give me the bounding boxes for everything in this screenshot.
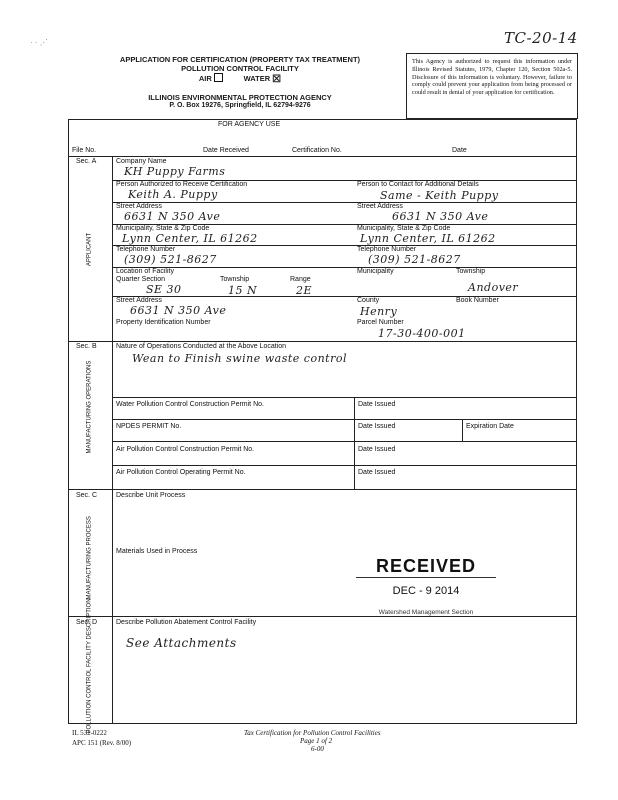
contact-city-label: Municipality, State & Zip Code — [357, 225, 451, 232]
municipality-label: Municipality — [357, 268, 394, 275]
stamp-date: DEC - 9 2014 — [392, 585, 460, 597]
auth-person-label: Person Authorized to Receive Certification — [116, 181, 248, 188]
location-label: Location of Facility — [116, 268, 174, 275]
contact-street-value[interactable]: 6631 N 350 Ave — [392, 210, 489, 223]
county-value[interactable]: Henry — [360, 305, 398, 318]
abatement-value[interactable]: See Attachments — [126, 636, 237, 650]
permit-divider — [354, 397, 355, 489]
quarter-value[interactable]: SE 30 — [146, 283, 182, 296]
date-issued-label: Date Issued — [358, 446, 396, 453]
nature-label: Nature of Operations Conducted at the Above Location — [116, 343, 287, 350]
frame-top — [68, 119, 576, 120]
township-label: Township — [220, 276, 250, 283]
street-value[interactable]: 6631 N 350 Ave — [124, 210, 221, 223]
company-name-label: Company Name — [116, 158, 167, 165]
fac-street-label: Street Address — [116, 297, 162, 304]
nature-value[interactable]: Wean to Finish swine waste control — [132, 352, 347, 365]
form-title-line1: APPLICATION FOR CERTIFICATION (PROPERTY TAX TREATMENT) — [119, 55, 361, 64]
parcel-value[interactable]: 17-30-400-001 — [378, 327, 466, 340]
phone-value[interactable]: (309) 521-8627 — [124, 253, 217, 266]
agency-use-title: FOR AGENCY USE — [218, 121, 281, 128]
company-name-value[interactable]: KH Puppy Farms — [124, 165, 226, 178]
contact-phone-label: Telephone Number — [357, 246, 417, 253]
left-column-line — [112, 156, 113, 724]
corner-mark: TC-20-14 — [504, 29, 578, 47]
date-received-label: Date Received — [203, 147, 249, 154]
apc-code: APC 151 (Rev. 8/00) — [72, 739, 132, 747]
permit-line — [112, 397, 576, 398]
footer-page: Page 1 of 2 — [300, 737, 333, 745]
water-checkbox[interactable]: ☒ — [272, 74, 282, 85]
phone-label: Telephone Number — [116, 246, 176, 253]
unit-process-label: Describe Unit Process — [116, 492, 186, 499]
permit-line — [112, 419, 576, 420]
street-label: Street Address — [116, 203, 162, 210]
air-checkbox[interactable] — [214, 73, 223, 82]
form-code: IL 532-0222 — [72, 729, 107, 737]
township2-label: Township — [456, 268, 486, 275]
book-label: Book Number — [456, 297, 499, 304]
form-title-line2: POLLUTION CONTROL FACILITY — [181, 64, 299, 73]
air-label: AIR — [198, 74, 212, 83]
sec-c-tag: Sec. C — [76, 492, 98, 499]
contact-phone-value[interactable]: (309) 521-8627 — [368, 253, 461, 266]
row-line — [112, 202, 576, 203]
contact-value[interactable]: Same - Keith Puppy — [380, 189, 499, 202]
date-issued-label: Date Issued — [358, 423, 396, 430]
sec-b-side-label: MANUFACTURING OPERATIONS — [86, 360, 93, 454]
date-issued-label: Date Issued — [358, 401, 396, 408]
frame-bottom — [68, 723, 576, 724]
notice-text: This Agency is authorized to request this information under Illinois Revised Statutes, 1979, Chapter 120, Section 502a-5. Disclosure of this information is voluntary. However, failure to comply could prevent your application from being processed or could result in denial of your application for certification. — [412, 58, 572, 97]
sec-b-bottom — [68, 489, 576, 490]
date-issued-label: Date Issued — [358, 469, 396, 476]
materials-label: Materials Used in Process — [116, 548, 198, 555]
township2-value[interactable]: Andover — [468, 281, 519, 294]
water-construction-permit-label: Water Pollution Control Construction Permit No. — [116, 401, 264, 408]
stamp-section: Watershed Management Section — [378, 609, 474, 616]
city-label: Municipality, State & Zip Code — [116, 225, 210, 232]
row-line — [112, 267, 576, 268]
agency-name: ILLINOIS ENVIRONMENTAL PROTECTION AGENCY — [148, 93, 332, 102]
sec-a-bottom — [68, 341, 576, 342]
file-no-label: File No. — [72, 147, 97, 154]
water-label: WATER — [243, 74, 271, 83]
auth-person-value[interactable]: Keith A. Puppy — [128, 188, 218, 201]
agency-row-bottom — [68, 156, 576, 157]
sec-c-bottom — [68, 616, 576, 617]
abatement-label: Describe Pollution Abatement Control Facility — [116, 619, 257, 626]
sec-c-side-label: MANUFACTURING PROCESS — [86, 516, 93, 600]
row-line — [112, 296, 576, 297]
contact-street-label: Street Address — [357, 203, 403, 210]
air-operating-permit-label: Air Pollution Control Operating Permit No. — [116, 469, 246, 476]
footer-revision: 6-00 — [311, 745, 324, 753]
row-line — [112, 245, 576, 246]
township-value[interactable]: 15 N — [228, 284, 258, 297]
range-label: Range — [290, 276, 311, 283]
scan-speck: · · ⋰ — [30, 38, 48, 47]
frame-right — [576, 119, 577, 157]
sec-a-side-label: APPLICANT — [86, 232, 93, 267]
sec-a-tag: Sec. A — [76, 158, 97, 165]
outer-left — [68, 156, 69, 724]
npdes-divider — [462, 419, 463, 441]
sec-d-side-label: POLLUTION CONTROL FACILITY DESCRIPTION — [86, 598, 93, 734]
pin-label: Property Identification Number — [116, 319, 211, 326]
footer-title: Tax Certification for Pollution Control Facilities — [244, 729, 381, 737]
contact-city-value[interactable]: Lynn Center, IL 61262 — [360, 232, 496, 245]
fac-street-value[interactable]: 6631 N 350 Ave — [130, 304, 227, 317]
county-label: County — [357, 297, 380, 304]
permit-line — [112, 465, 576, 466]
outer-right — [576, 156, 577, 724]
notice-box — [406, 53, 578, 119]
contact-label: Person to Contact for Additional Details — [357, 181, 479, 188]
received-stamp — [356, 556, 496, 620]
sec-d-tag: Sec. D — [76, 619, 98, 626]
expiration-date-label: Expiration Date — [466, 423, 514, 430]
range-value[interactable]: 2E — [296, 284, 313, 297]
date-label: Date — [452, 147, 467, 154]
parcel-label: Parcel Number — [357, 319, 404, 326]
air-construction-permit-label: Air Pollution Control Construction Permit No. — [116, 446, 255, 453]
air-water-row — [90, 73, 390, 83]
npdes-permit-label: NPDES PERMIT No. — [116, 423, 182, 430]
quarter-label: Quarter Section — [116, 276, 166, 283]
frame-left — [68, 119, 69, 157]
permit-line — [112, 441, 576, 442]
stamp-received: RECEIVED — [356, 556, 496, 578]
city-value[interactable]: Lynn Center, IL 61262 — [122, 232, 258, 245]
sec-b-tag: Sec. B — [76, 343, 97, 350]
certification-no-label: Certification No. — [292, 147, 342, 154]
agency-address: P. O. Box 19276, Springfield, IL 62794-9276 — [169, 102, 311, 109]
